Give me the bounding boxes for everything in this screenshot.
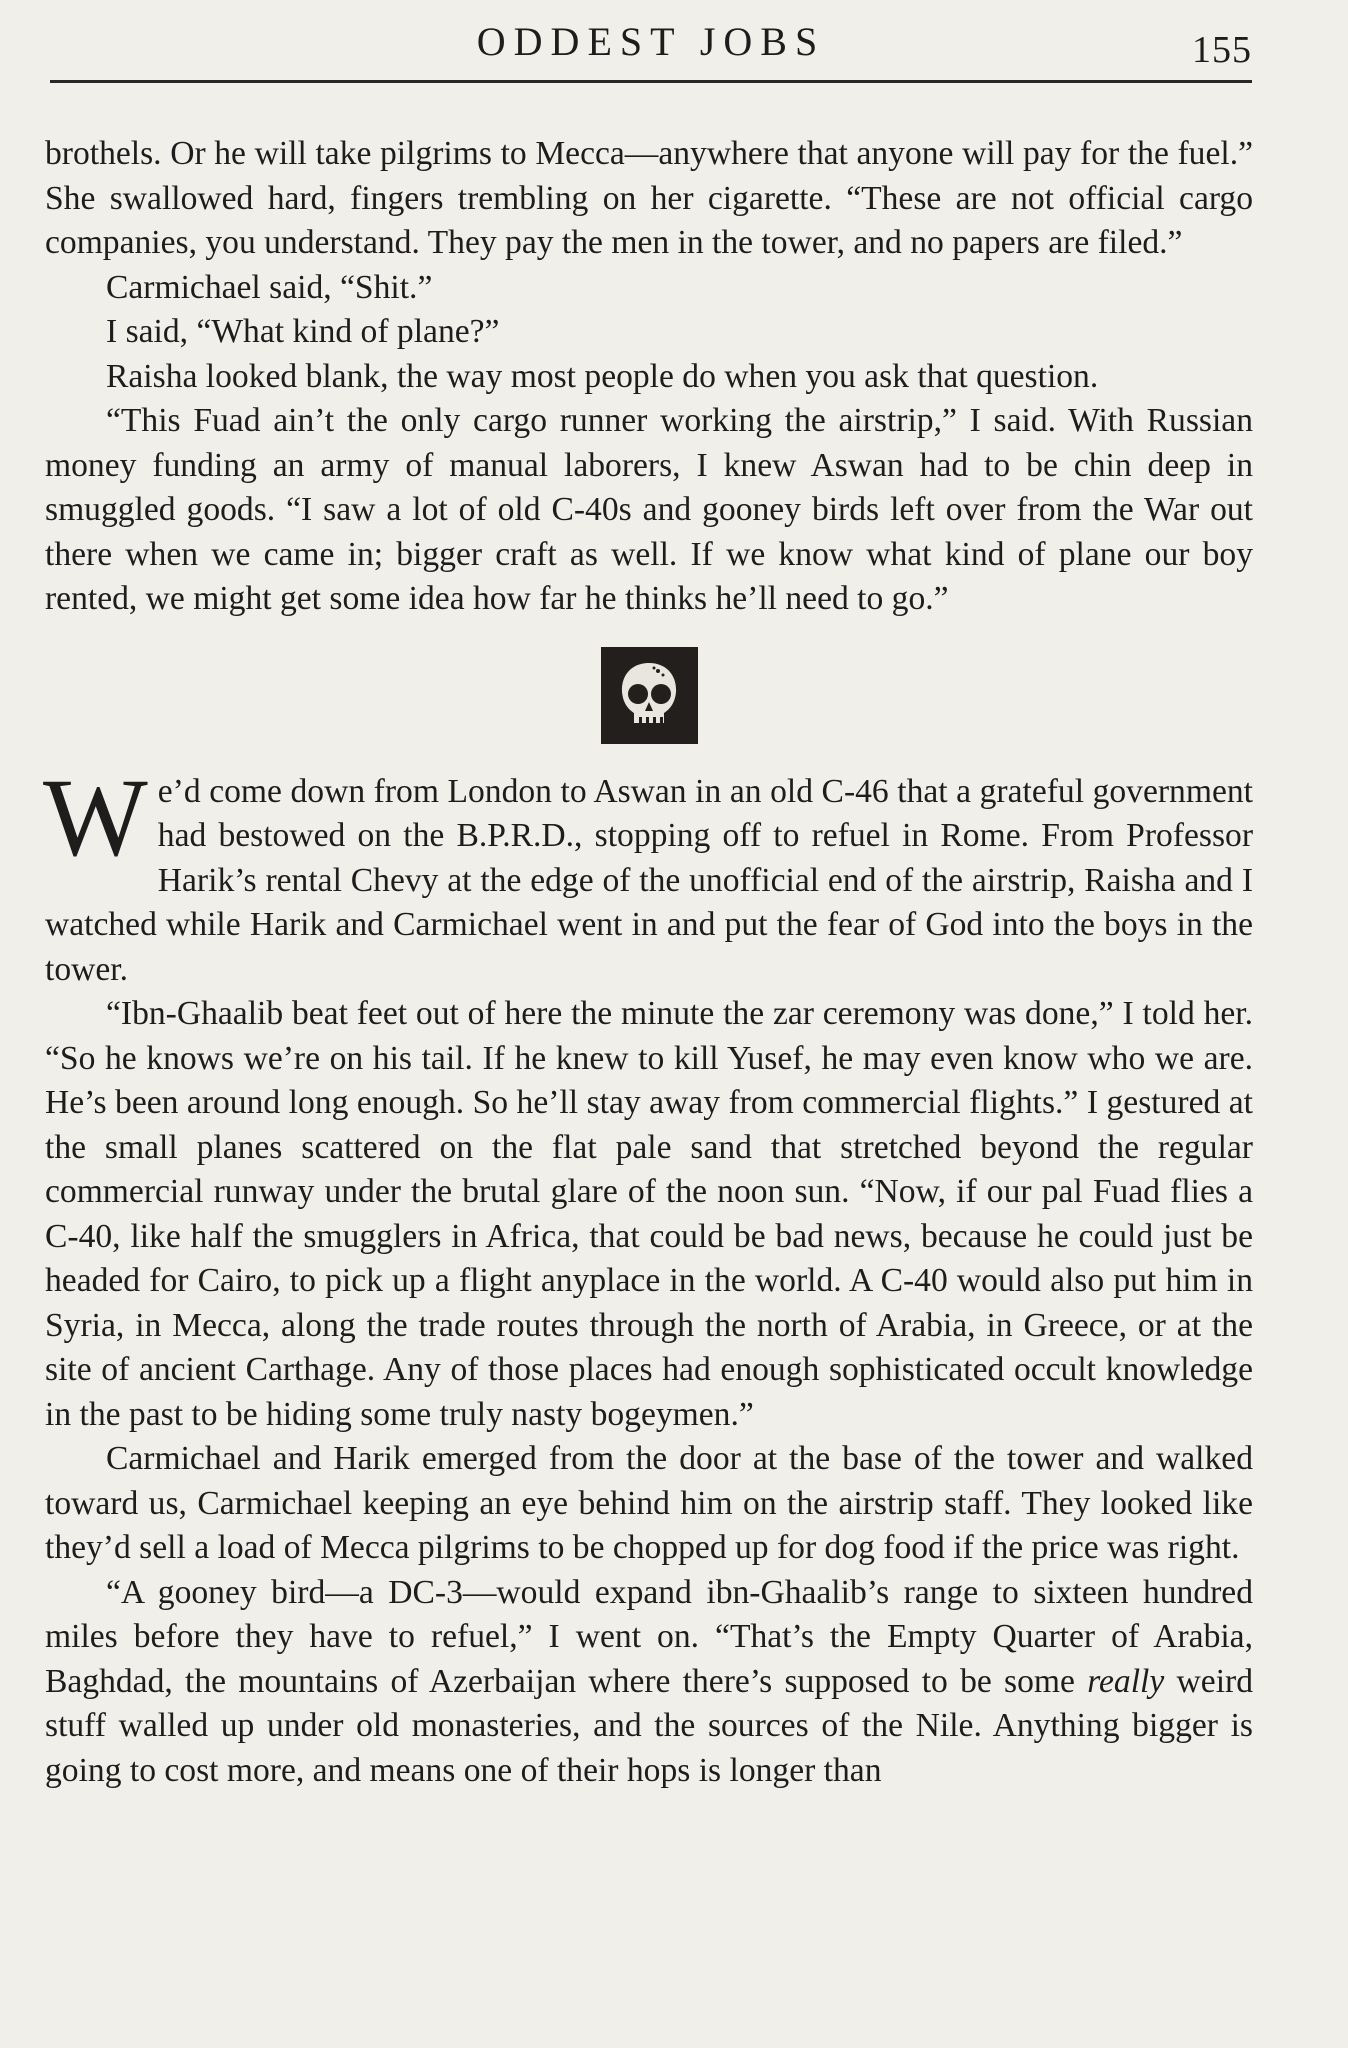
paragraph [43, 756, 1253, 993]
paragraph: I said, “What kind of plane?” [106, 313, 500, 350]
body-text [45, 132, 1253, 1793]
paragraph: “This Fuad ain’t the only cargo runner working the airstrip,” I said. With Russian money funding an army of manual laborers, I knew Aswan had to be chin deep in smuggled goods. “I saw a lot of old C-40s and gooney birds left over from the War out there when we came in; bigger craft as well. If we know what kind of plane our boy rented, we might get some idea how far he thinks he’ll need to go.” [45, 402, 1253, 617]
skull-icon [601, 647, 698, 744]
emphasis: really [1087, 1662, 1165, 1700]
running-title: ODDEST JOBS [476, 19, 826, 64]
paragraph: brothels. Or he will take pilgrims to Mecca—anywhere that anyone will pay for the fuel.” She swallowed hard, fingers trembling on her cigarette. “These are not official cargo companies, you understand. They pay the men in the tower, and no papers are filed.” [45, 135, 1253, 261]
page-number: 155 [1192, 29, 1252, 71]
paragraph: Raisha looked blank, the way most people do when you ask that question. [106, 357, 1099, 395]
paragraph-text: e’d come down from London to Aswan in an old C-46 that a grateful government had bestowed on the B.P.R.D., stopping off to refuel in Rome. From Professor Harik’s rental Chevy at the edge of the unofficial end of the airstrip, Raisha and I watched while Harik and Carmichael went in and put the fear of God into the boys in the tower. [45, 772, 1253, 988]
drop-cap: W [43, 756, 148, 880]
paragraph: Carmichael said, “Shit.” [106, 268, 433, 306]
paragraph-text: weird stuff walled up under old monasteries, and the sources of the Nile. Anything bigger is going to cost more, and means one of their hops is longer than [45, 1662, 1253, 1789]
paragraph: “Ibn-Ghaalib beat feet out of here the minute the zar ceremony was done,” I told her. “So he knows we’re on his tail. If he knew to kill Yusef, he may even know who we are. He’s been around long enough. So he’ll stay away from commercial flights.” I gestured at the small planes scattered on the flat pale sand that stretched beyond the regular commercial runway under the brutal glare of the noon sun. “Now, if our pal Fuad flies a C-40, like half the smugglers in Africa, that could be bad news, because he could just be headed for Cairo, to pick up a flight anyplace in the world. A C-40 would also put him in Syria, in Mecca, along the trade routes through the north of Arabia, in Greece, or at the site of ancient Carthage. Any of those places had enough sophisticated occult knowledge in the past to be hiding some truly nasty bogeymen.” [45, 995, 1253, 1433]
paragraph [45, 1571, 1253, 1794]
paragraph: Carmichael and Harik emerged from the door at the base of the tower and walked toward us, Carmichael keeping an eye behind him on the airstrip staff. They looked like they’d sell a load of Mecca pilgrims to be chopped up for dog food if the price was right. [45, 1440, 1253, 1566]
running-head [50, 14, 1252, 83]
paragraph-text: “A gooney bird—a DC-3—would expand ibn-Ghaalib’s range to sixteen hundred miles before they have to refuel,” I went on. “That’s the Empty Quarter of Arabia, Baghdad, the mountains of Azerbaijan where there’s supposed to be some [45, 1573, 1253, 1700]
